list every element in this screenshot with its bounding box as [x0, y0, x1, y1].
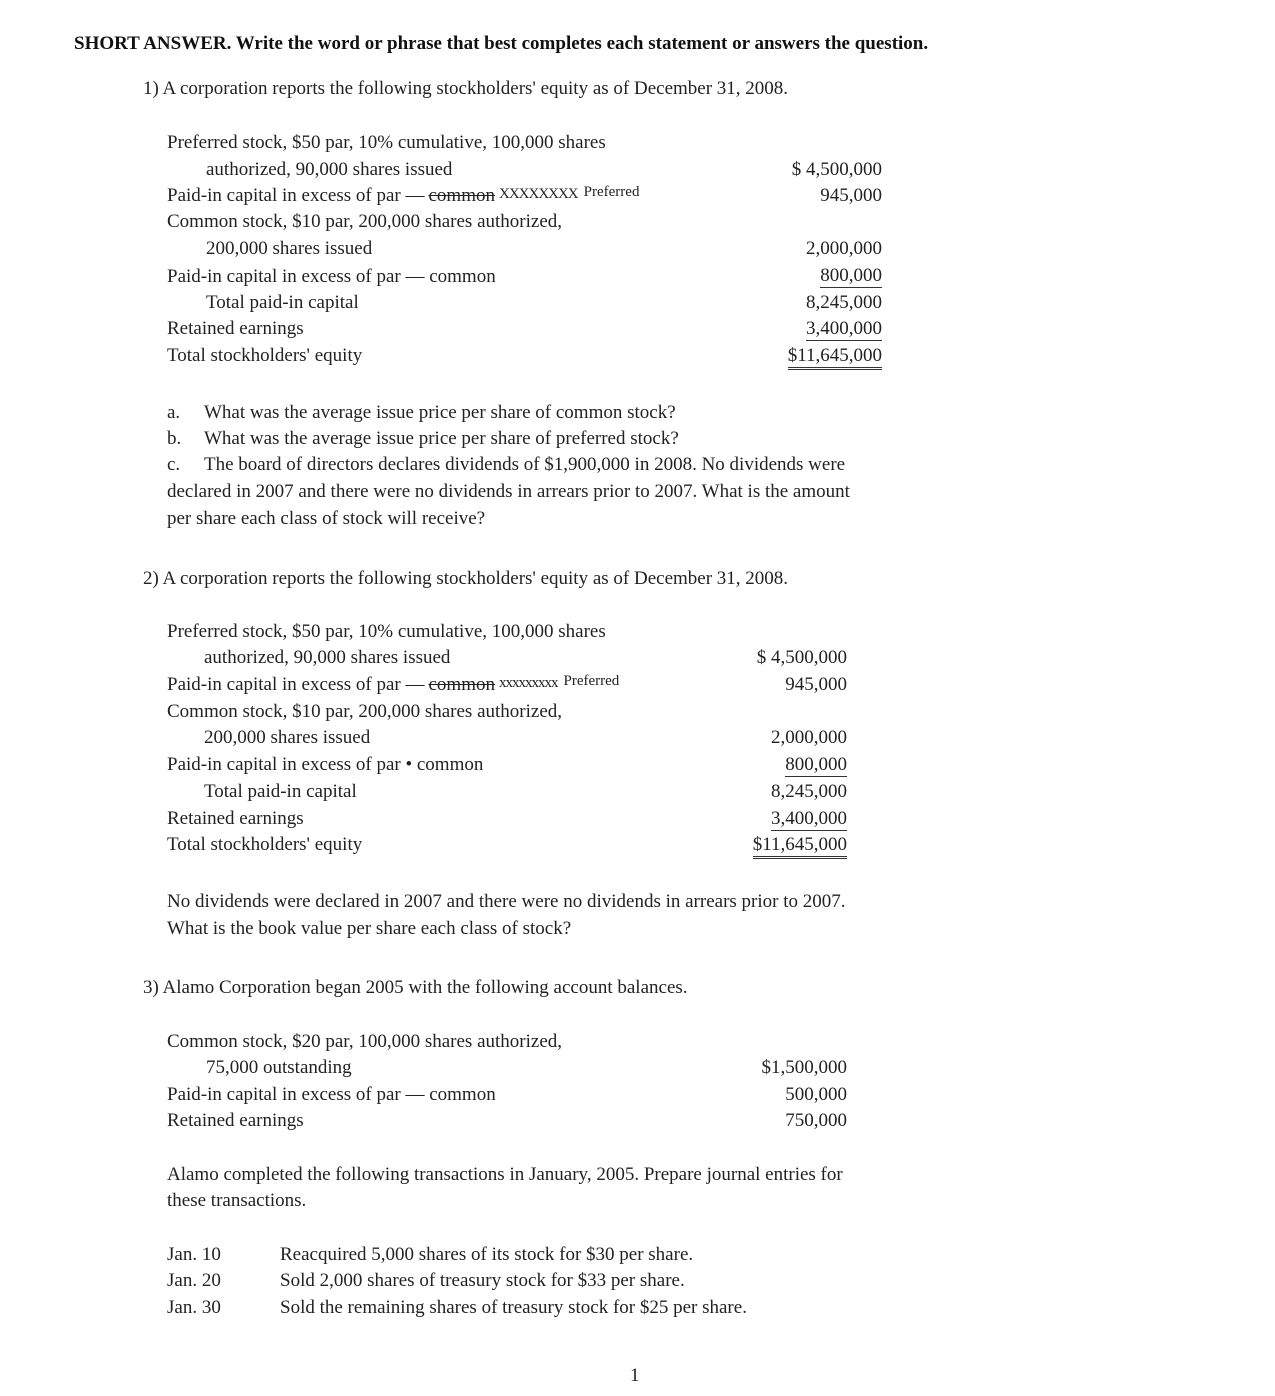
- q1-row: authorized, 90,000 shares issued: [206, 159, 453, 180]
- transaction-text: Sold 2,000 shares of treasury stock for $33 per share.: [280, 1270, 685, 1291]
- q1-amount: 800,000: [820, 265, 882, 286]
- q2-row: Paid-in capital in excess of par • common: [167, 754, 484, 775]
- q2-row: 200,000 shares issued: [204, 727, 371, 748]
- q1-part-b: What was the average issue price per share of preferred stock?: [204, 428, 679, 449]
- q3-row: Retained earnings: [167, 1110, 304, 1131]
- transaction-text: Sold the remaining shares of treasury stock for $25 per share.: [280, 1297, 747, 1318]
- q1-amount: 8,245,000: [806, 292, 882, 313]
- q2-amount: 2,000,000: [771, 727, 847, 748]
- strike-marks: xxxxxxxxx: [498, 675, 558, 691]
- q1-part-c: The board of directors declares dividends of $1,900,000 in 2008. No dividends were: [204, 454, 846, 475]
- q2-text: What is the book value per share each class of stock?: [167, 918, 572, 939]
- q3-amount: 500,000: [785, 1084, 847, 1105]
- struck-text: common: [428, 674, 495, 695]
- transaction-date: Jan. 20: [167, 1270, 221, 1291]
- q1-part-b-letter: b.: [167, 428, 182, 449]
- q1-part-a-letter: a.: [167, 402, 181, 423]
- q2-row: [167, 673, 619, 698]
- q2-row: Total paid-in capital: [204, 781, 357, 802]
- q1-amount: 945,000: [820, 185, 882, 206]
- q1-total: $11,645,000: [788, 345, 882, 370]
- q3-text: Alamo completed the following transactions in January, 2005. Prepare journal entries for: [167, 1164, 843, 1185]
- q2-row: Retained earnings: [167, 808, 304, 829]
- q2-intro: 2) A corporation reports the following stockholders' equity as of December 31, 2008.: [143, 568, 789, 589]
- q2-amount: 945,000: [785, 674, 847, 695]
- q2-amount: 3,400,000: [771, 808, 847, 829]
- q1-row: [167, 184, 639, 209]
- q1-row-label: Paid-in capital in excess of par —: [167, 185, 425, 206]
- q3-amount: 750,000: [785, 1110, 847, 1131]
- transaction-date: Jan. 10: [167, 1244, 221, 1265]
- q1-part-c-cont: declared in 2007 and there were no dividends in arrears prior to 2007. What is the amount: [167, 481, 850, 502]
- strike-marks: XXXXXXXX: [498, 186, 578, 202]
- q2-amount: 8,245,000: [771, 781, 847, 802]
- q1-part-c-cont: per share each class of stock will receive?: [167, 508, 486, 529]
- q1-amount: $ 4,500,000: [791, 159, 882, 180]
- q3-row: Paid-in capital in excess of par — common: [167, 1084, 496, 1105]
- q2-row: Total stockholders' equity: [167, 834, 363, 855]
- q2-text: No dividends were declared in 2007 and there were no dividends in arrears prior to 2007.: [167, 891, 846, 912]
- q2-amount: $ 4,500,000: [756, 647, 847, 668]
- q1-part-c-letter: c.: [167, 454, 181, 475]
- q3-row: 75,000 outstanding: [206, 1057, 352, 1078]
- q2-row: authorized, 90,000 shares issued: [204, 647, 451, 668]
- q1-row: Common stock, $10 par, 200,000 shares authorized,: [167, 211, 563, 232]
- page-number: 1: [630, 1365, 640, 1386]
- q3-text: these transactions.: [167, 1190, 307, 1211]
- q2-row-label: Paid-in capital in excess of par —: [167, 674, 425, 695]
- q1-part-a: What was the average issue price per share of common stock?: [204, 402, 676, 423]
- q1-row: Total paid-in capital: [206, 292, 359, 313]
- q1-row: 200,000 shares issued: [206, 238, 373, 259]
- section-header: SHORT ANSWER. Write the word or phrase that best completes each statement or answers the question.: [74, 33, 929, 54]
- q1-amount: 2,000,000: [806, 238, 882, 259]
- q2-total: $11,645,000: [753, 834, 847, 859]
- q1-row: Paid-in capital in excess of par — common: [167, 266, 496, 287]
- q1-row: Total stockholders' equity: [167, 345, 363, 366]
- q1-row: Retained earnings: [167, 318, 304, 339]
- transaction-text: Reacquired 5,000 shares of its stock for $30 per share.: [280, 1244, 694, 1265]
- q3-amount: $1,500,000: [761, 1057, 847, 1078]
- q1-amount: 3,400,000: [806, 318, 882, 339]
- handwritten-correction: Preferred: [563, 673, 620, 689]
- transaction-date: Jan. 30: [167, 1297, 221, 1318]
- q2-amount: 800,000: [785, 754, 847, 775]
- q2-row: Common stock, $10 par, 200,000 shares authorized,: [167, 701, 563, 722]
- q1-row: Preferred stock, $50 par, 10% cumulative, 100,000 shares: [167, 132, 606, 153]
- q3-row: Common stock, $20 par, 100,000 shares authorized,: [167, 1031, 563, 1052]
- struck-text: common: [428, 185, 495, 206]
- handwritten-correction: Preferred: [583, 184, 640, 200]
- q3-intro: 3) Alamo Corporation began 2005 with the following account balances.: [143, 977, 688, 998]
- q1-intro: 1) A corporation reports the following stockholders' equity as of December 31, 2008.: [143, 78, 789, 99]
- q2-row: Preferred stock, $50 par, 10% cumulative, 100,000 shares: [167, 621, 606, 642]
